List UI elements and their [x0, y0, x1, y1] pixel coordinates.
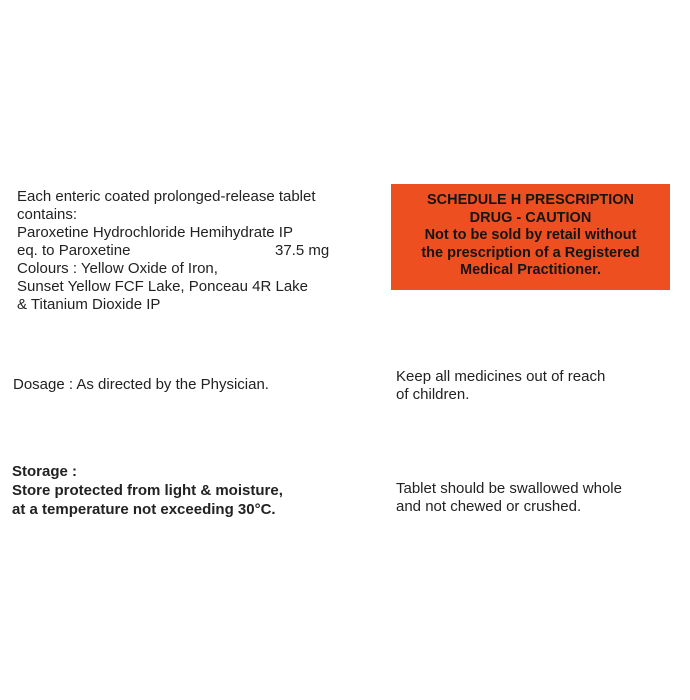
- swallow-line: Tablet should be swallowed whole: [396, 480, 622, 497]
- storage-heading: Storage :: [12, 463, 78, 480]
- colours-line: Colours : Yellow Oxide of Iron,: [17, 260, 218, 277]
- keep-out-line: of children.: [396, 386, 470, 403]
- equivalence-label: eq. to Paroxetine: [17, 242, 131, 259]
- storage-line: Store protected from light & moisture,: [12, 482, 283, 499]
- caution-line: the prescription of a Registered: [421, 244, 640, 261]
- composition-line: contains:: [17, 206, 78, 223]
- dosage-block: [13, 376, 269, 394]
- equivalence-row: [17, 242, 357, 260]
- caution-line: Not to be sold by retail without: [424, 227, 637, 244]
- caution-line: DRUG - CAUTION: [469, 209, 592, 226]
- dosage-text: Dosage : As directed by the Physician.: [13, 376, 269, 393]
- colours-line: Sunset Yellow FCF Lake, Ponceau 4R Lake: [17, 278, 309, 295]
- storage-block: [12, 462, 283, 519]
- colours-line: & Titanium Dioxide IP: [17, 296, 161, 313]
- swallow-instruction-block: [396, 480, 622, 516]
- composition-block: [17, 188, 357, 314]
- storage-line: at a temperature not exceeding 30°C.: [12, 501, 276, 518]
- caution-line: Medical Practitioner.: [459, 262, 602, 279]
- composition-line: Paroxetine Hydrochloride Hemihydrate IP: [17, 224, 293, 241]
- composition-line: Each enteric coated prolonged-release tablet: [17, 188, 316, 205]
- caution-line: SCHEDULE H PRESCRIPTION: [426, 192, 635, 208]
- keep-out-of-reach-block: [396, 368, 605, 404]
- dose-value: 37.5 mg: [275, 242, 330, 259]
- schedule-h-caution-box: [391, 184, 670, 290]
- keep-out-line: Keep all medicines out of reach: [396, 368, 606, 385]
- swallow-line: and not chewed or crushed.: [396, 498, 582, 515]
